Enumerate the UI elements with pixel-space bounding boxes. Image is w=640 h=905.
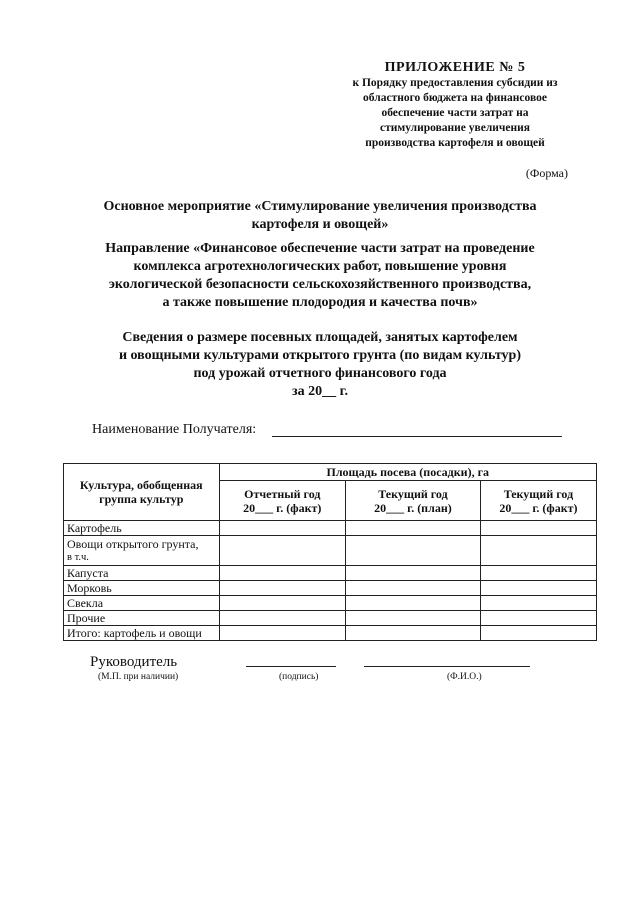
- value-cell[interactable]: [346, 596, 481, 611]
- value-cell[interactable]: [346, 626, 481, 641]
- header-line: группа культур: [99, 492, 184, 506]
- appendix-block: [330, 60, 580, 151]
- appendix-line: стимулирование увеличения: [379, 122, 530, 134]
- full-name-field[interactable]: [364, 666, 530, 667]
- crop-name-cell: Картофель: [64, 521, 220, 536]
- crop-name-cell: Свекла: [64, 596, 220, 611]
- sown-area-table: [63, 463, 597, 641]
- table-header-row: [64, 464, 597, 481]
- crop-name-cell: Капуста: [64, 566, 220, 581]
- appendix-line: к Порядку предоставления субсидии из: [352, 77, 558, 89]
- crop-name-cell: Морковь: [64, 581, 220, 596]
- heading-line: экологической безопасности сельскохозяйственного производства,: [108, 277, 532, 292]
- recipient-name-field[interactable]: [272, 436, 562, 437]
- header-line: Текущий год: [503, 486, 574, 501]
- main-activity-heading: [70, 198, 570, 234]
- value-cell[interactable]: [219, 581, 346, 596]
- form-note: (Форма): [525, 166, 568, 180]
- heading-line: комплекса агротехнологических работ, повышение уровня: [133, 259, 507, 274]
- value-cell[interactable]: [480, 596, 596, 611]
- value-cell[interactable]: [219, 536, 346, 566]
- crop-column-header: [64, 464, 220, 521]
- appendix-title: ПРИЛОЖЕНИЕ № 5: [384, 60, 526, 75]
- value-cell[interactable]: [346, 581, 481, 596]
- header-line: 20___ г. (план): [374, 500, 452, 515]
- total-row-cell: Итого: картофель и овощи: [64, 626, 220, 641]
- cell-line: Овощи открытого грунта,: [67, 536, 199, 551]
- seal-note: (М.П. при наличии): [98, 672, 179, 682]
- value-cell[interactable]: [219, 596, 346, 611]
- table-row: [64, 596, 597, 611]
- appendix-line: областного бюджета на финансовое: [363, 92, 547, 104]
- heading-line: за 20__ г.: [292, 384, 348, 399]
- header-line: Текущий год: [378, 486, 448, 501]
- area-column-header: Площадь посева (посадки), га: [219, 464, 596, 481]
- cell-line: в т.ч.: [67, 551, 89, 563]
- value-cell[interactable]: [346, 566, 481, 581]
- value-cell[interactable]: [480, 626, 596, 641]
- crop-name-cell: Прочие: [64, 611, 220, 626]
- appendix-line: обеспечение части затрат на: [381, 107, 529, 119]
- signature-caption: (подпись): [279, 672, 319, 682]
- table-row: [64, 566, 597, 581]
- heading-line: Сведения о размере посевных площадей, занятых картофелем: [122, 330, 518, 345]
- value-cell[interactable]: [480, 536, 596, 566]
- value-cell[interactable]: [480, 521, 596, 536]
- current-year-plan-header: [346, 481, 481, 521]
- value-cell[interactable]: [346, 521, 481, 536]
- header-line: 20___ г. (факт): [243, 500, 322, 515]
- signature-field[interactable]: [246, 666, 336, 667]
- value-cell[interactable]: [219, 566, 346, 581]
- value-cell[interactable]: [480, 566, 596, 581]
- table-row: [64, 626, 597, 641]
- table-row: [64, 521, 597, 536]
- value-cell[interactable]: [219, 626, 346, 641]
- value-cell[interactable]: [480, 581, 596, 596]
- table-row: [64, 611, 597, 626]
- table-row: [64, 536, 597, 566]
- value-cell[interactable]: [346, 536, 481, 566]
- header-line: 20___ г. (факт): [499, 500, 578, 515]
- heading-line: картофеля и овощей»: [251, 217, 389, 232]
- heading-line: под урожай отчетного финансового года: [193, 366, 447, 381]
- report-heading: [70, 329, 570, 401]
- direction-heading: [70, 240, 570, 312]
- value-cell[interactable]: [480, 611, 596, 626]
- heading-line: Направление «Финансовое обеспечение части затрат на проведение: [105, 241, 535, 256]
- heading-line: и овощными культурами открытого грунта (по видам культур): [118, 348, 522, 363]
- heading-line: а также повышение плодородия и качества почв»: [162, 295, 478, 310]
- crop-name-cell: [64, 536, 220, 566]
- current-year-fact-header: [480, 481, 596, 521]
- value-cell[interactable]: [219, 521, 346, 536]
- value-cell[interactable]: [219, 611, 346, 626]
- recipient-label: Наименование Получателя:: [92, 422, 257, 437]
- header-line: Культура, обобщенная: [79, 478, 203, 492]
- head-label: Руководитель: [90, 654, 178, 670]
- header-line: Отчетный год: [244, 486, 321, 501]
- value-cell[interactable]: [346, 611, 481, 626]
- reporting-year-header: [219, 481, 346, 521]
- full-name-caption: (Ф.И.О.): [447, 672, 482, 682]
- table-row: [64, 581, 597, 596]
- heading-line: Основное мероприятие «Стимулирование увеличения производства: [103, 199, 537, 214]
- appendix-line: производства картофеля и овощей: [365, 137, 545, 149]
